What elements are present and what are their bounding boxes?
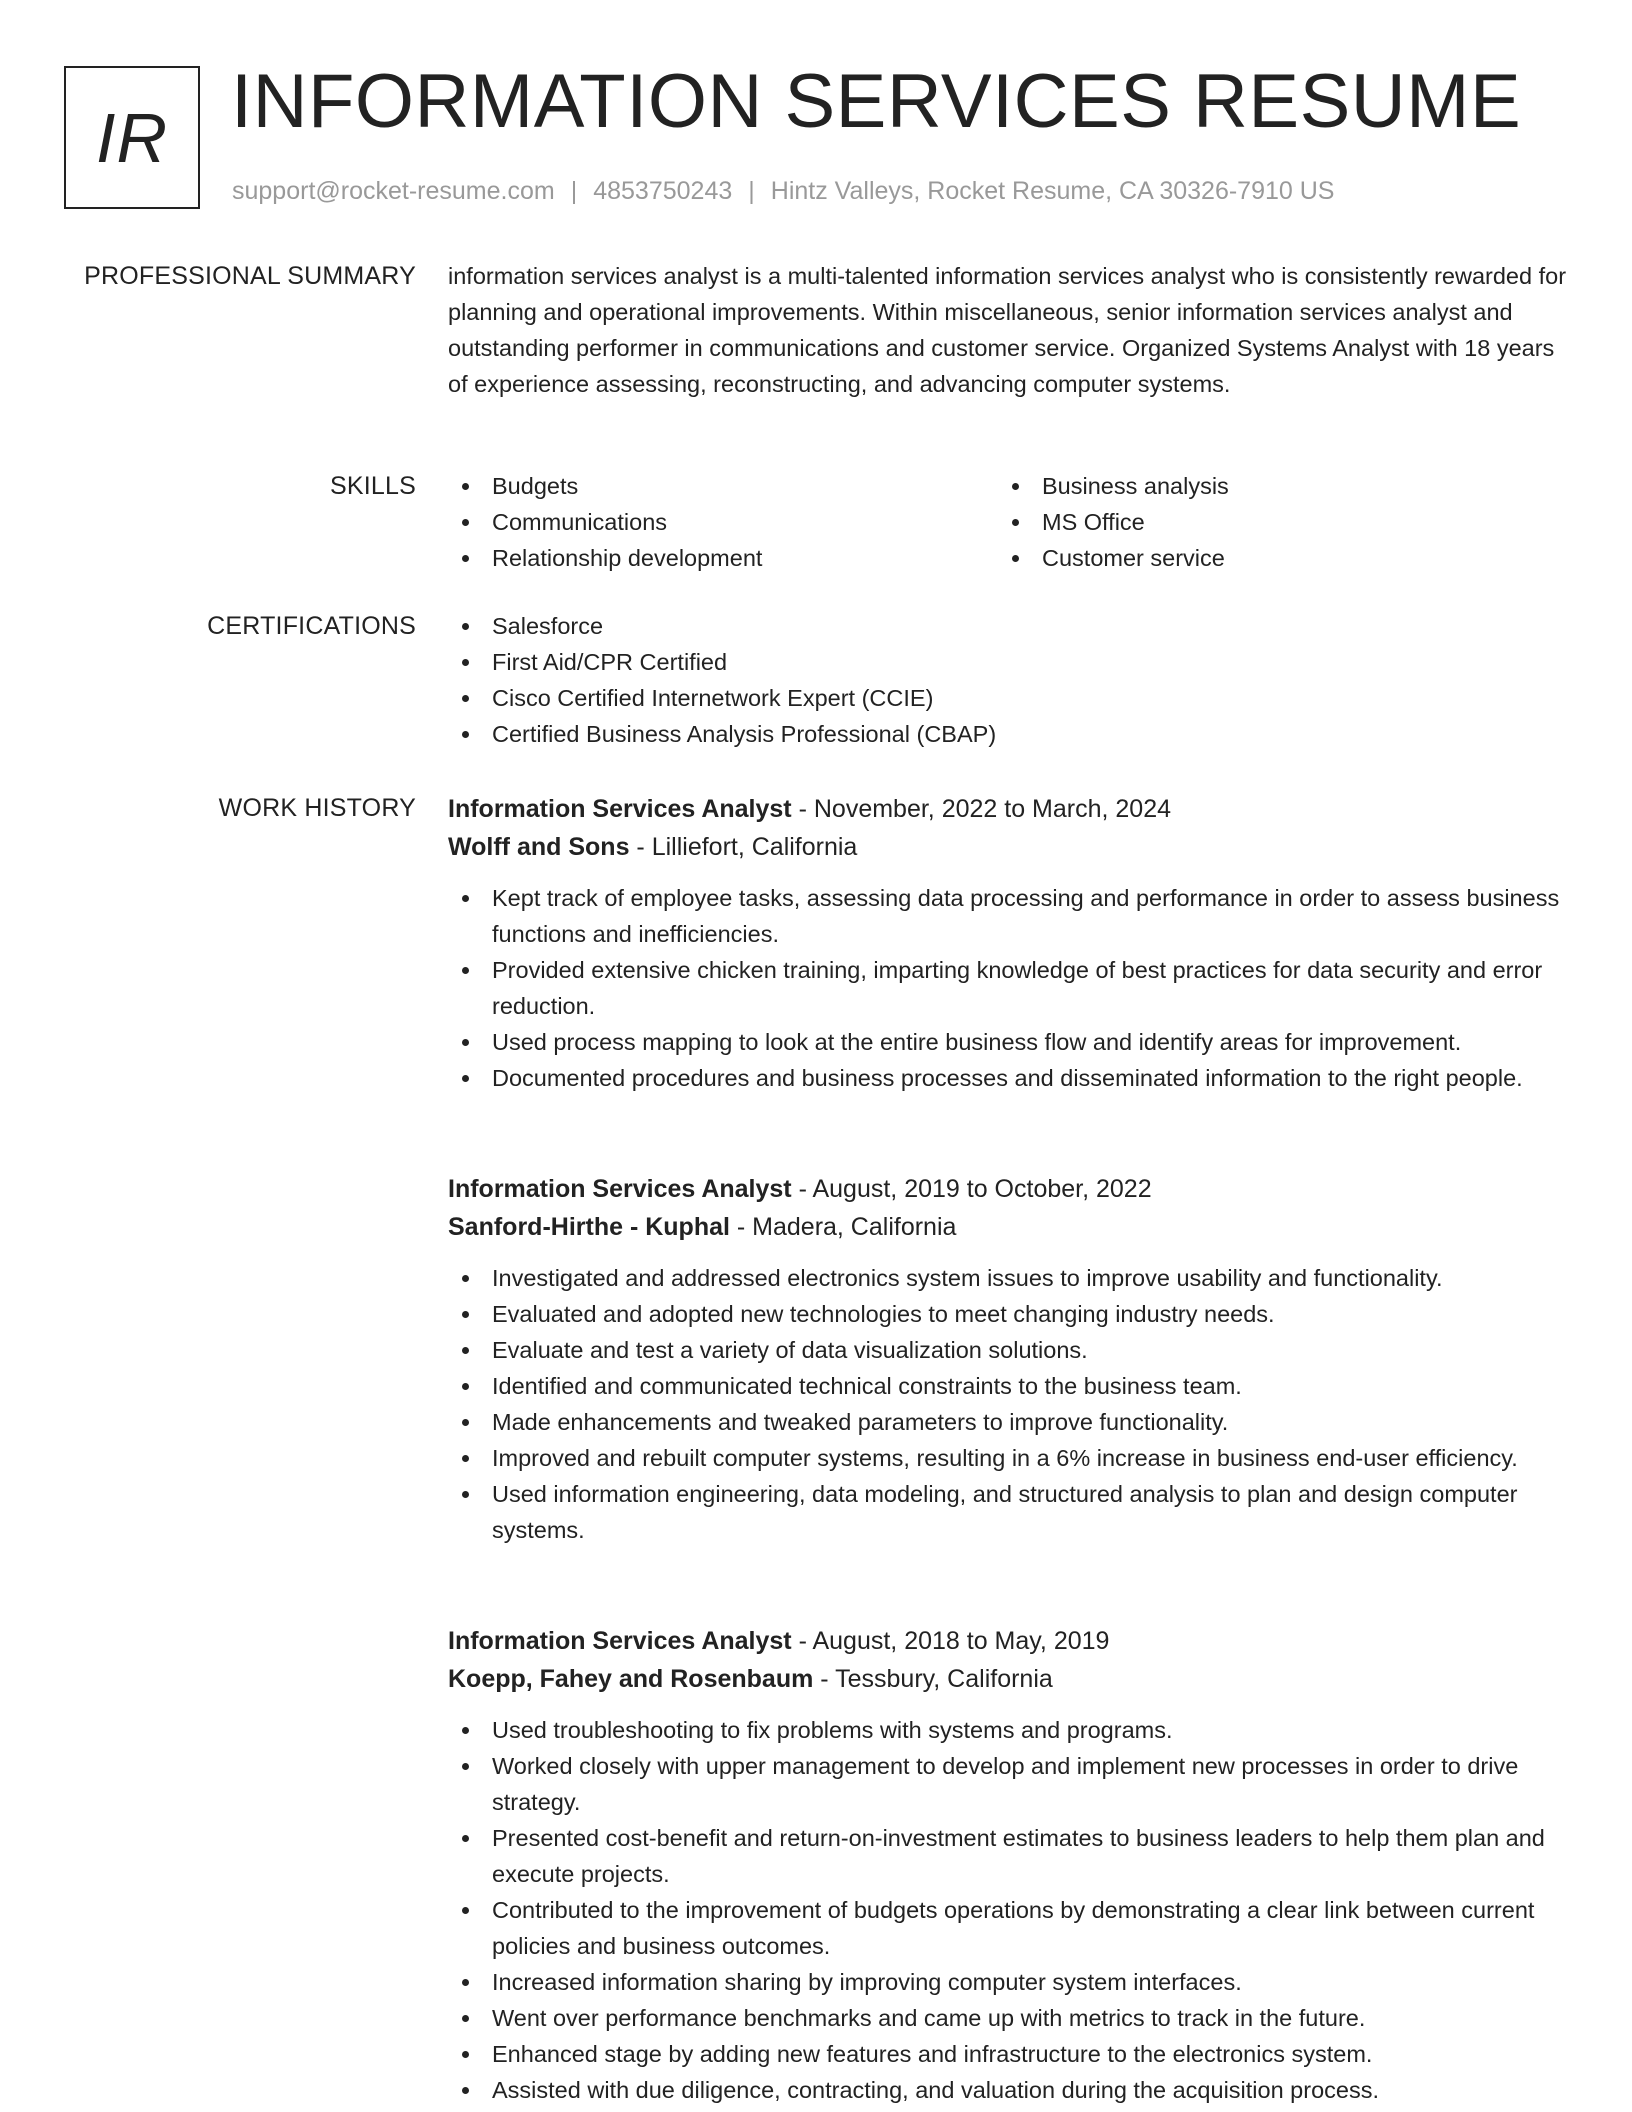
skills-body xyxy=(448,468,1568,576)
skill-item: Relationship development xyxy=(448,540,998,576)
contact-email[interactable]: support@rocket-resume.com xyxy=(232,177,555,205)
job-bullet: Worked closely with upper management to develop and implement new processes in order to drive strategy. xyxy=(448,1748,1568,1820)
contact-line xyxy=(232,176,1334,206)
job-bullet: Used information engineering, data modeling, and structured analysis to plan and design computer systems. xyxy=(448,1476,1568,1548)
monogram-logo: IR xyxy=(64,66,200,209)
job-bullet: Enhanced stage by adding new features and infrastructure to the electronics system. xyxy=(448,2036,1568,2072)
certification-item: First Aid/CPR Certified xyxy=(448,644,1568,680)
section-label-work-history: WORK HISTORY xyxy=(218,794,416,822)
job-bullet: Assisted with due diligence, contracting, and valuation during the acquisition process. xyxy=(448,2072,1568,2108)
job-entry xyxy=(448,1622,1568,2108)
job-bullet: Contributed to the improvement of budgets operations by demonstrating a clear link between current policies and business outcomes. xyxy=(448,1892,1568,1964)
certifications-list xyxy=(448,608,1568,752)
skill-item: Communications xyxy=(448,504,998,540)
section-label-skills: SKILLS xyxy=(330,472,416,500)
job-bullet: Used process mapping to look at the entire business flow and identify areas for improvement. xyxy=(448,1024,1568,1060)
certification-item: Certified Business Analysis Professional (CBAP) xyxy=(448,716,1568,752)
summary-body xyxy=(448,258,1568,402)
job-bullet: Increased information sharing by improving computer system interfaces. xyxy=(448,1964,1568,2000)
job-dates: - August, 2019 to October, 2022 xyxy=(791,1175,1152,1203)
job-bullet: Evaluated and adopted new technologies to meet changing industry needs. xyxy=(448,1296,1568,1332)
contact-separator: | xyxy=(570,177,578,205)
job-dates: - August, 2018 to May, 2019 xyxy=(791,1627,1110,1655)
job-bullet: Provided extensive chicken training, imparting knowledge of best practices for data security and error reduction. xyxy=(448,952,1568,1024)
job-location: - Madera, California xyxy=(729,1213,957,1241)
job-company: Koepp, Fahey and Rosenbaum xyxy=(448,1665,814,1693)
job-bullet: Made enhancements and tweaked parameters to improve functionality. xyxy=(448,1404,1568,1440)
job-location: - Lilliefort, California xyxy=(629,833,858,861)
job-bullets xyxy=(448,880,1568,1096)
job-bullet: Kept track of employee tasks, assessing data processing and performance in order to assess business functions and inefficiencies. xyxy=(448,880,1568,952)
certification-item: Salesforce xyxy=(448,608,1568,644)
job-dates: - November, 2022 to March, 2024 xyxy=(791,795,1172,823)
job-company: Sanford-Hirthe - Kuphal xyxy=(448,1213,730,1241)
job-bullet: Used troubleshooting to fix problems with systems and programs. xyxy=(448,1712,1568,1748)
section-label-certifications: CERTIFICATIONS xyxy=(207,612,416,640)
job-title-line xyxy=(448,1622,1568,1660)
skill-item: Customer service xyxy=(998,540,1548,576)
job-bullets xyxy=(448,1712,1568,2108)
skills-list-col2 xyxy=(998,468,1548,576)
skills-list-col1 xyxy=(448,468,998,576)
skill-item: Business analysis xyxy=(998,468,1548,504)
job-title-line xyxy=(448,1170,1568,1208)
job-title-line xyxy=(448,790,1568,828)
job-bullet: Documented procedures and business processes and disseminated information to the right people. xyxy=(448,1060,1568,1096)
job-title: Information Services Analyst xyxy=(448,1175,792,1203)
resume-title: INFORMATION SERVICES RESUME xyxy=(231,59,1522,144)
skill-item: MS Office xyxy=(998,504,1548,540)
contact-address: Hintz Valleys, Rocket Resume, CA 30326-7910 US xyxy=(770,177,1335,205)
section-label-summary: PROFESSIONAL SUMMARY xyxy=(84,262,416,290)
job-company-line xyxy=(448,1660,1568,1698)
job-company-line xyxy=(448,1208,1568,1246)
job-entry xyxy=(448,790,1568,1096)
summary-text: information services analyst is a multi-talented information services analyst who is consistently rewarded for planning and operational improvements. Within miscellaneous, senior information services analyst and outstanding performer in communications and customer service. Organized Systems Analyst with 18 years of experience assessing, reconstructing, and advancing computer systems. xyxy=(448,263,1567,397)
job-bullet: Investigated and addressed electronics system issues to improve usability and functionality. xyxy=(448,1260,1568,1296)
job-bullet: Went over performance benchmarks and came up with metrics to track in the future. xyxy=(448,2000,1568,2036)
job-bullets xyxy=(448,1260,1568,1548)
job-location: - Tessbury, California xyxy=(813,1665,1053,1693)
job-company-line xyxy=(448,828,1568,866)
job-title: Information Services Analyst xyxy=(448,795,792,823)
job-company: Wolff and Sons xyxy=(448,833,630,861)
job-bullet: Evaluate and test a variety of data visualization solutions. xyxy=(448,1332,1568,1368)
job-bullet: Improved and rebuilt computer systems, resulting in a 6% increase in business end-user efficiency. xyxy=(448,1440,1568,1476)
job-bullet: Presented cost-benefit and return-on-investment estimates to business leaders to help them plan and execute projects. xyxy=(448,1820,1568,1892)
job-bullet: Identified and communicated technical constraints to the business team. xyxy=(448,1368,1568,1404)
job-entry xyxy=(448,1170,1568,1548)
contact-separator: | xyxy=(748,177,755,205)
skill-item: Budgets xyxy=(448,468,998,504)
certifications-body xyxy=(448,608,1568,752)
contact-phone[interactable]: 4853750243 xyxy=(593,177,733,205)
certification-item: Cisco Certified Internetwork Expert (CCIE) xyxy=(448,680,1568,716)
job-title: Information Services Analyst xyxy=(448,1627,792,1655)
